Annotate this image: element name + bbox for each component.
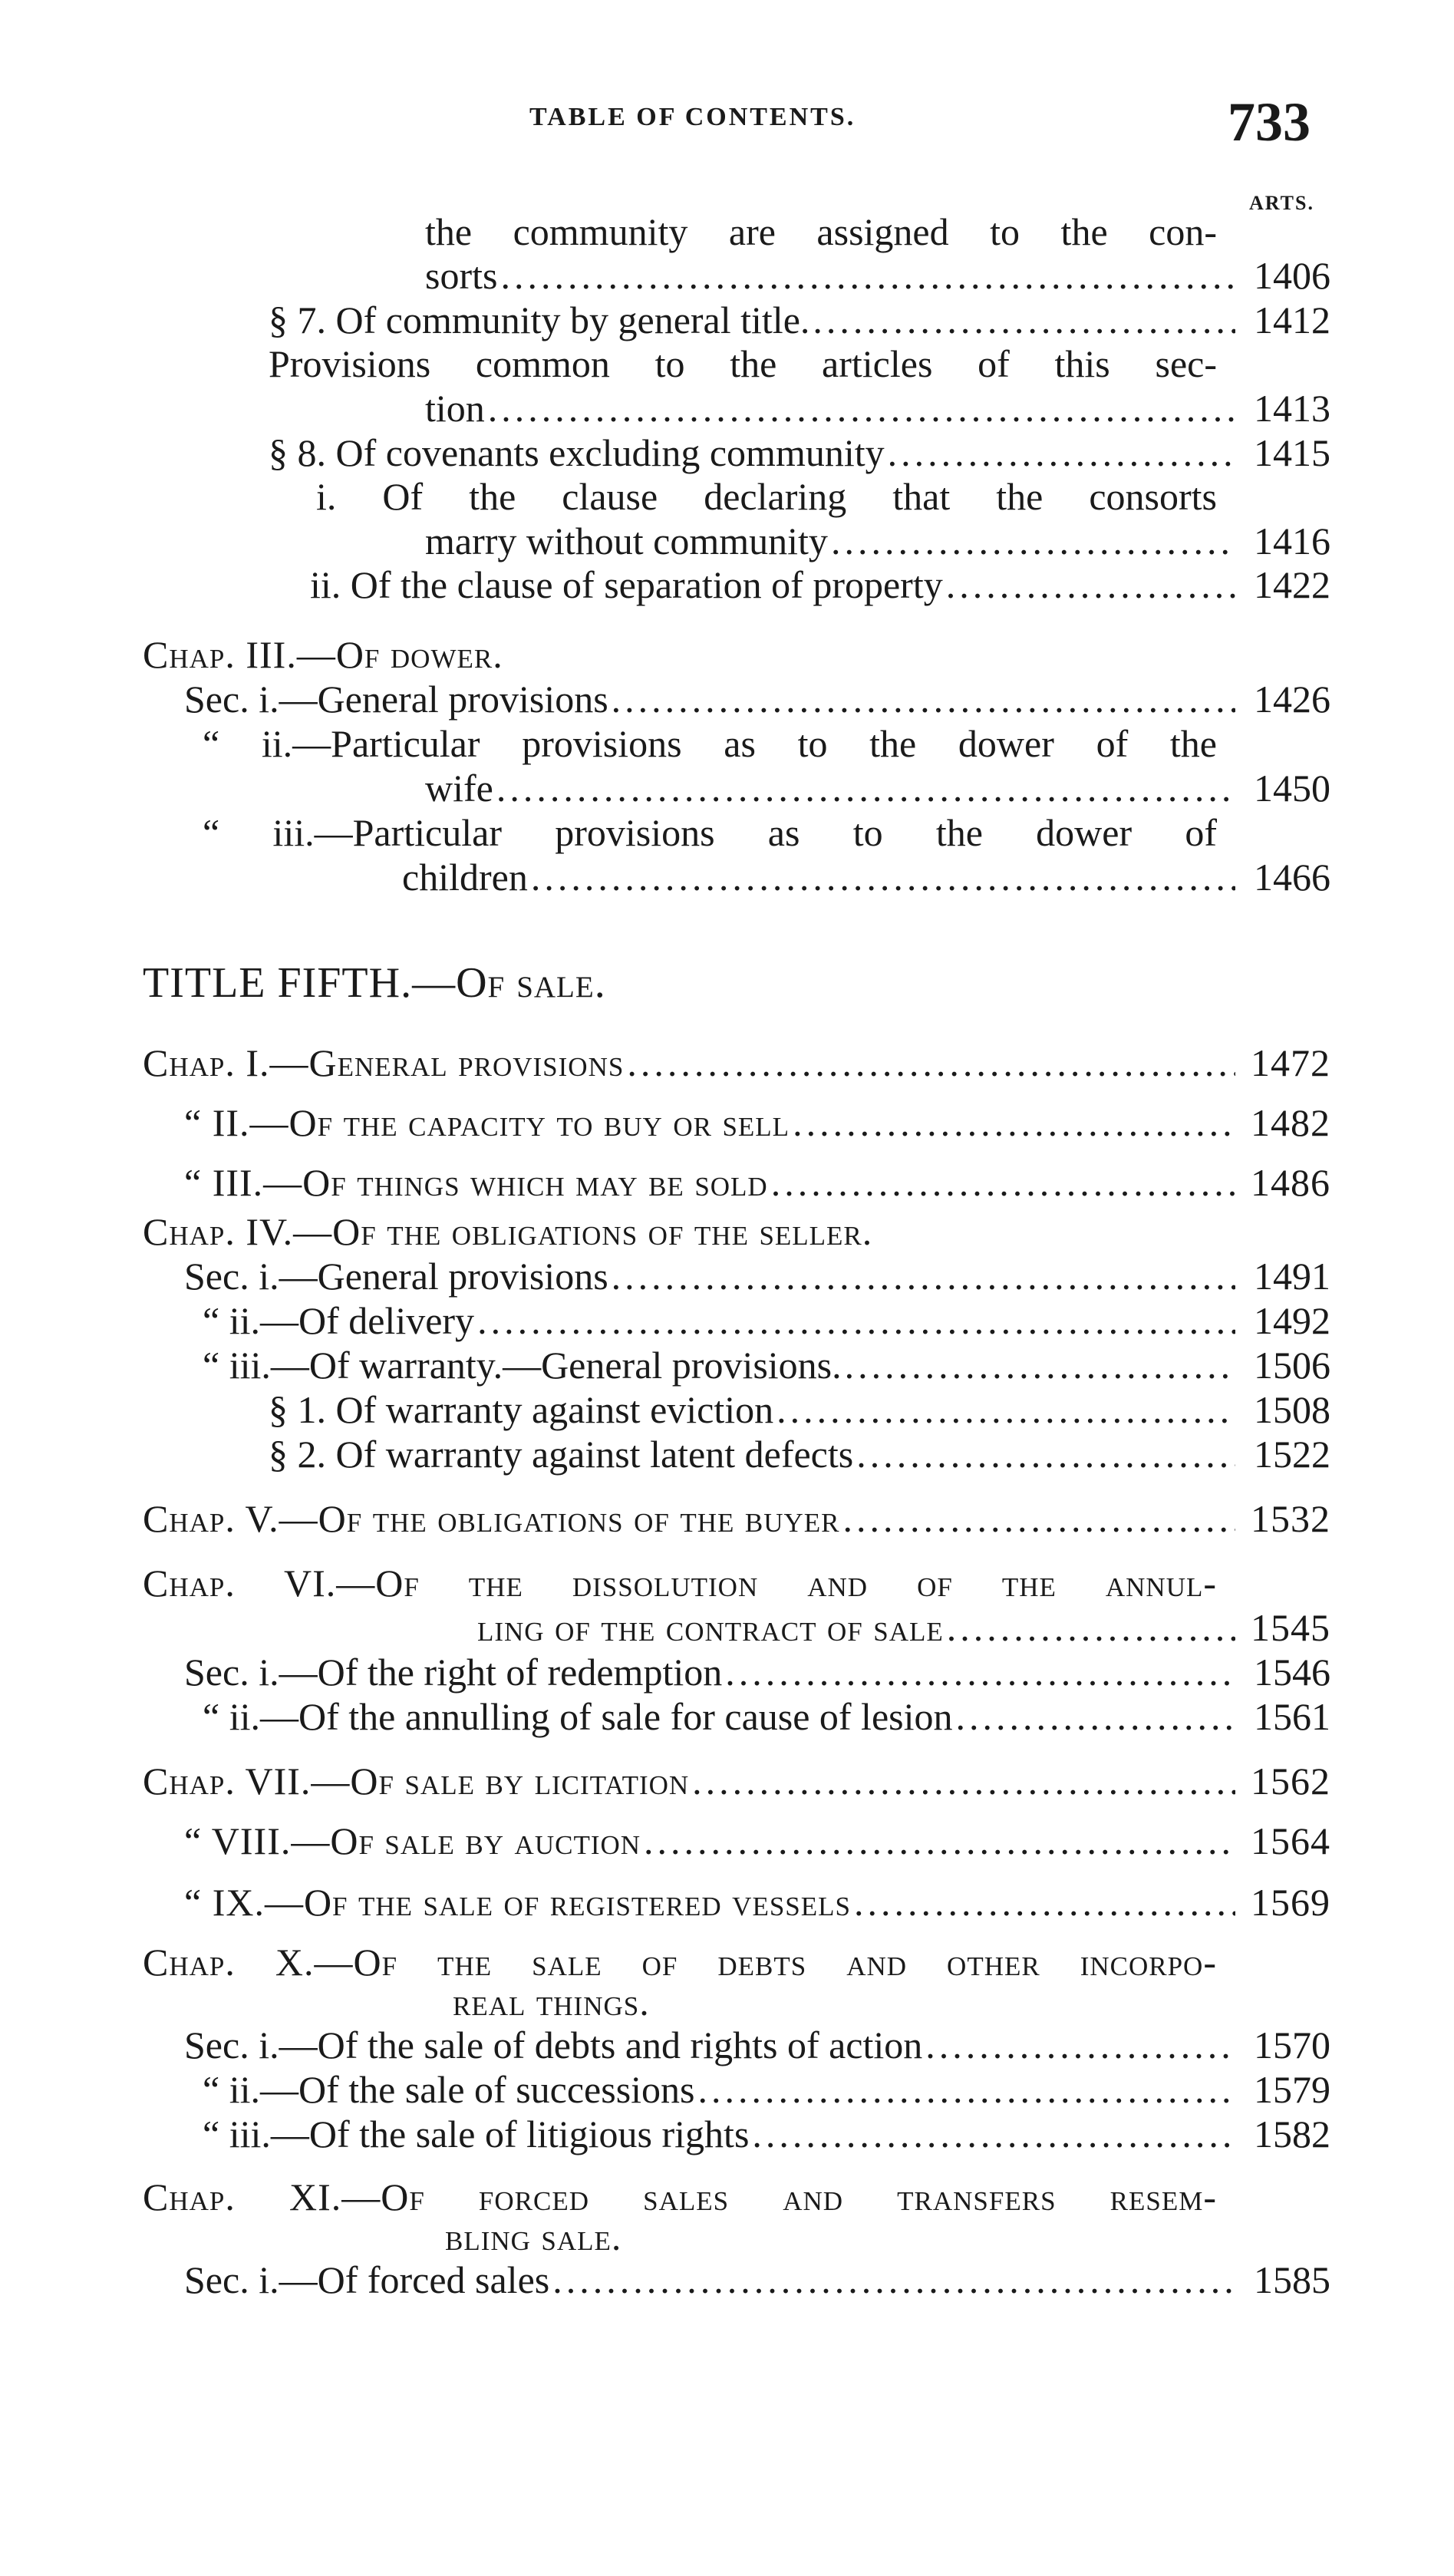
toc-entry: Sec. i.—Of forced sales ..... 1585 [184, 2258, 1330, 2302]
toc-entry: § 7. Of community by general title. ..... 1412 [269, 298, 1330, 342]
toc-entry: wife ..... 1450 [425, 766, 1330, 810]
toc-entry: ling of the contract of sale ..... 1545 [477, 1605, 1330, 1650]
toc-entry: ii. Of the clause of separation of property ..... 1422 [310, 562, 1330, 607]
article-number: 1546 [1254, 1651, 1330, 1694]
article-number: 1569 [1251, 1881, 1330, 1924]
toc-entry: Sec. i.—General provisions ..... 1491 [184, 1254, 1330, 1298]
toc-entry: “ IX.—Of the sale of registered vessels ..... 1569 [184, 1880, 1330, 1925]
article-number: 1570 [1254, 2024, 1330, 2066]
toc-entry: “ iii.—Of warranty.—General provisions. ..... 1506 [203, 1343, 1330, 1387]
dot-leader [888, 430, 1235, 475]
dot-leader [854, 1880, 1235, 1925]
toc-entry: § 1. Of warranty against eviction ..... 1508 [269, 1387, 1330, 1432]
chapter-heading: real things. [453, 1981, 650, 2024]
article-number: 1491 [1254, 1255, 1330, 1298]
chapter-heading: Chap. XI.—Of forced sales and transfers resem- [143, 2175, 1217, 2218]
dot-leader [925, 2023, 1235, 2067]
dot-leader [531, 855, 1235, 899]
toc-entry: § 8. Of covenants excluding community ..... 1415 [269, 430, 1330, 475]
dot-leader [956, 1694, 1236, 1739]
dot-leader [612, 1254, 1235, 1298]
toc-entry: sorts ..... 1406 [425, 253, 1330, 298]
article-number: 1582 [1254, 2113, 1330, 2155]
chapter-heading: Chap. VI.—Of the dissolution and of the annul- [143, 1562, 1217, 1605]
toc-entry: “ ii.—Of delivery ..... 1492 [203, 1298, 1330, 1343]
article-number: 1415 [1254, 431, 1330, 474]
dot-leader [725, 1650, 1235, 1694]
toc-entry: children ..... 1466 [402, 855, 1330, 899]
chapter-heading: Chap. IV.—Of the obligations of the seller. [143, 1210, 873, 1253]
toc-entry: Chap. V.—Of the obligations of the buyer ..... 1532 [143, 1496, 1330, 1541]
article-number: 1406 [1254, 254, 1330, 297]
toc-entry: “ ii.—Of the sale of successions ..... 1579 [203, 2067, 1330, 2112]
toc-entry: marry without community ..... 1416 [425, 519, 1330, 563]
toc-entry: Sec. i.—Of the sale of debts and rights of action ..... 1570 [184, 2023, 1330, 2067]
dot-leader [552, 2258, 1235, 2302]
toc-entry: “ ii.—Particular provisions as to the dower of the [203, 722, 1217, 765]
dot-leader [771, 1160, 1235, 1205]
toc-entry: Sec. i.—General provisions ..... 1426 [184, 677, 1330, 721]
dot-leader [477, 1298, 1235, 1343]
dot-leader [776, 1387, 1235, 1432]
page-number: 733 [1228, 91, 1311, 153]
running-head: TABLE OF CONTENTS. [529, 103, 856, 131]
toc-entry: the community are assigned to the con- [425, 210, 1217, 253]
dot-leader [813, 298, 1235, 342]
article-number: 1564 [1251, 1819, 1330, 1862]
toc-entry: “ VIII.—Of sale by auction ..... 1564 [184, 1819, 1330, 1863]
article-number: 1562 [1251, 1760, 1330, 1803]
article-number: 1472 [1251, 1041, 1330, 1084]
toc-entry: i. Of the clause declaring that the consorts [316, 475, 1217, 518]
article-number: 1561 [1254, 1695, 1330, 1738]
toc-entry: § 2. Of warranty against latent defects ..... 1522 [269, 1432, 1330, 1476]
dot-leader [793, 1100, 1235, 1145]
dot-leader [845, 1343, 1235, 1387]
article-number: 1579 [1254, 2068, 1330, 2111]
article-number: 1522 [1254, 1433, 1330, 1476]
toc-entry: Chap. I.—General provisions ..... 1472 [143, 1041, 1330, 1085]
toc-entry: “ iii.—Particular provisions as to the dower of [203, 811, 1217, 854]
article-number: 1466 [1254, 856, 1330, 899]
article-number: 1492 [1254, 1299, 1330, 1342]
dot-leader [612, 677, 1235, 721]
dot-leader [496, 766, 1235, 810]
dot-leader [946, 562, 1235, 607]
toc-entry: Provisions common to the articles of this sec- [269, 342, 1217, 385]
dot-leader [644, 1819, 1235, 1863]
dot-leader [488, 386, 1235, 430]
toc-entry: Chap. VII.—Of sale by licitation ..... 1562 [143, 1759, 1330, 1803]
dot-leader [500, 253, 1235, 298]
toc-entry: tion ..... 1413 [425, 386, 1330, 430]
dot-leader [627, 1041, 1235, 1085]
article-number: 1545 [1251, 1606, 1330, 1649]
toc-entry: Sec. i.—Of the right of redemption ..... 1546 [184, 1650, 1330, 1694]
article-number: 1422 [1254, 563, 1330, 606]
title-heading: TITLE FIFTH.—Of sale. [143, 959, 606, 1007]
article-number: 1416 [1254, 519, 1330, 562]
dot-leader [843, 1496, 1235, 1541]
article-number: 1426 [1254, 678, 1330, 721]
dot-leader [698, 2067, 1235, 2112]
dot-leader [831, 519, 1235, 563]
article-number: 1532 [1251, 1497, 1330, 1540]
article-number: 1585 [1254, 2258, 1330, 2301]
article-number: 1506 [1254, 1344, 1330, 1387]
article-number: 1412 [1254, 298, 1330, 341]
dot-leader [947, 1605, 1235, 1650]
toc-entry: “ ii.—Of the annulling of sale for cause of lesion ..... 1561 [203, 1694, 1330, 1739]
article-number: 1508 [1254, 1388, 1330, 1431]
chapter-heading: bling sale. [445, 2215, 622, 2258]
chapter-heading: Chap. X.—Of the sale of debts and other incorpo- [143, 1941, 1217, 1984]
article-number: 1482 [1251, 1101, 1330, 1144]
chapter-heading: Chap. III.—Of dower. [143, 633, 503, 676]
toc-entry: “ iii.—Of the sale of litigious rights ..... 1582 [203, 2112, 1330, 2156]
article-number: 1450 [1254, 767, 1330, 810]
toc-entry: “ II.—Of the capacity to buy or sell ..... 1482 [184, 1100, 1330, 1145]
dot-leader [856, 1432, 1235, 1476]
column-label-arts: ARTS. [1249, 192, 1314, 214]
article-number: 1413 [1254, 387, 1330, 430]
dot-leader [692, 1759, 1235, 1803]
toc-entry: “ III.—Of things which may be sold ..... 1486 [184, 1160, 1330, 1205]
dot-leader [752, 2112, 1235, 2156]
article-number: 1486 [1251, 1161, 1330, 1204]
